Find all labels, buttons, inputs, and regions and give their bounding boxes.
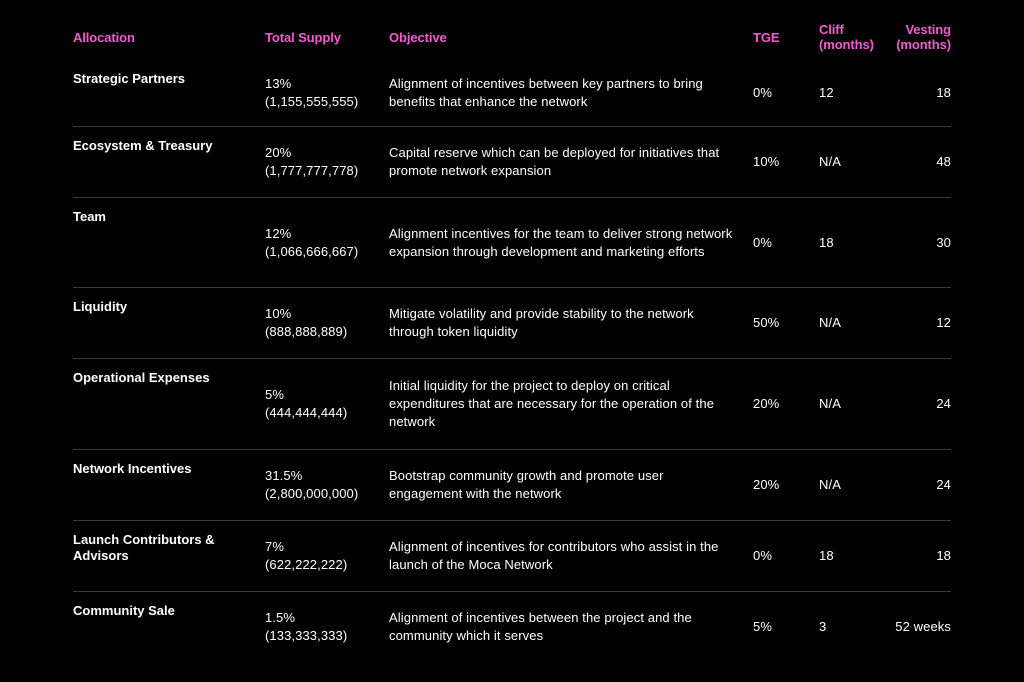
row-allocation: Liquidity <box>73 299 128 314</box>
allocation-table <box>73 22 951 662</box>
supply-percent: 13% <box>265 76 292 91</box>
row-total-supply <box>265 288 385 358</box>
row-objective: Capital reserve which can be deployed for initiatives that promote network expansion <box>389 145 720 178</box>
row-objective: Alignment of incentives for contributors who assist in the launch of the Moca Network <box>389 539 719 572</box>
supply-percent: 1.5% <box>265 610 296 625</box>
row-tge: 0% <box>753 548 772 563</box>
row-cliff: N/A <box>819 396 841 411</box>
row-vesting: 52 weeks <box>895 619 951 634</box>
header-allocation: Allocation <box>73 30 135 45</box>
row-allocation: Team <box>73 209 106 224</box>
row-vesting: 18 <box>936 548 951 563</box>
table-row <box>73 288 951 359</box>
row-cliff: 3 <box>819 619 827 634</box>
row-total-supply <box>265 359 385 449</box>
row-cliff: 12 <box>819 85 834 100</box>
row-cliff: N/A <box>819 315 841 330</box>
row-cliff: 18 <box>819 234 834 250</box>
row-allocation: Launch Contributors & Advisors <box>73 532 215 563</box>
row-tge: 0% <box>753 85 772 100</box>
supply-amount: (1,066,666,667) <box>265 243 359 259</box>
row-tge: 5% <box>753 619 772 634</box>
row-total-supply <box>265 592 385 662</box>
row-vesting: 30 <box>936 234 951 250</box>
row-total-supply <box>265 450 385 520</box>
supply-amount: (1,155,555,555) <box>265 94 359 109</box>
row-tge: 0% <box>753 234 772 250</box>
row-allocation: Community Sale <box>73 603 175 618</box>
supply-percent: 10% <box>265 306 292 321</box>
supply-amount: (133,333,333) <box>265 628 348 643</box>
row-vesting: 48 <box>936 154 951 169</box>
row-total-supply <box>265 60 385 126</box>
row-objective: Bootstrap community growth and promote user engagement with the network <box>389 468 664 501</box>
supply-percent: 31.5% <box>265 468 303 483</box>
table-row <box>73 450 951 521</box>
row-objective: Alignment incentives for the team to deliver strong network expansion through development and marketing efforts <box>389 225 733 259</box>
supply-amount: (2,800,000,000) <box>265 486 359 501</box>
row-tge: 20% <box>753 396 780 411</box>
supply-percent: 12% <box>265 225 292 241</box>
supply-amount: (444,444,444) <box>265 405 348 420</box>
row-objective: Alignment of incentives between key partners to bring benefits that enhance the network <box>389 76 703 109</box>
row-total-supply <box>265 198 385 287</box>
header-tge: TGE <box>753 30 780 45</box>
table-header <box>73 22 951 60</box>
row-cliff: 18 <box>819 548 834 563</box>
header-vesting: Vesting (months) <box>896 22 951 52</box>
supply-percent: 20% <box>265 145 292 160</box>
table-row <box>73 127 951 198</box>
row-vesting: 12 <box>936 315 951 330</box>
row-tge: 50% <box>753 315 780 330</box>
row-allocation: Strategic Partners <box>73 71 185 86</box>
row-total-supply <box>265 127 385 197</box>
header-objective: Objective <box>389 30 447 45</box>
supply-amount: (1,777,777,778) <box>265 163 359 178</box>
row-vesting: 18 <box>936 85 951 100</box>
table-row <box>73 359 951 450</box>
supply-amount: (622,222,222) <box>265 557 348 572</box>
row-allocation: Ecosystem & Treasury <box>73 138 213 153</box>
row-allocation: Network Incentives <box>73 461 192 476</box>
table-row <box>73 60 951 127</box>
supply-percent: 7% <box>265 539 284 554</box>
supply-amount: (888,888,889) <box>265 324 348 339</box>
row-objective: Initial liquidity for the project to deploy on critical expenditures that are necessary for the operation of the network <box>389 378 715 429</box>
row-vesting: 24 <box>936 477 951 492</box>
row-cliff: N/A <box>819 154 841 169</box>
row-vesting: 24 <box>936 396 951 411</box>
row-objective: Alignment of incentives between the project and the community which it serves <box>389 610 692 643</box>
row-tge: 20% <box>753 477 780 492</box>
row-objective: Mitigate volatility and provide stability to the network through token liquidity <box>389 306 694 339</box>
row-cliff: N/A <box>819 477 841 492</box>
header-cliff: Cliff (months) <box>819 22 874 52</box>
row-allocation: Operational Expenses <box>73 370 210 385</box>
table-row <box>73 521 951 592</box>
header-total-supply: Total Supply <box>265 30 341 45</box>
supply-percent: 5% <box>265 387 284 402</box>
row-total-supply <box>265 521 385 591</box>
row-tge: 10% <box>753 154 780 169</box>
table-row <box>73 198 951 288</box>
table-row <box>73 592 951 662</box>
